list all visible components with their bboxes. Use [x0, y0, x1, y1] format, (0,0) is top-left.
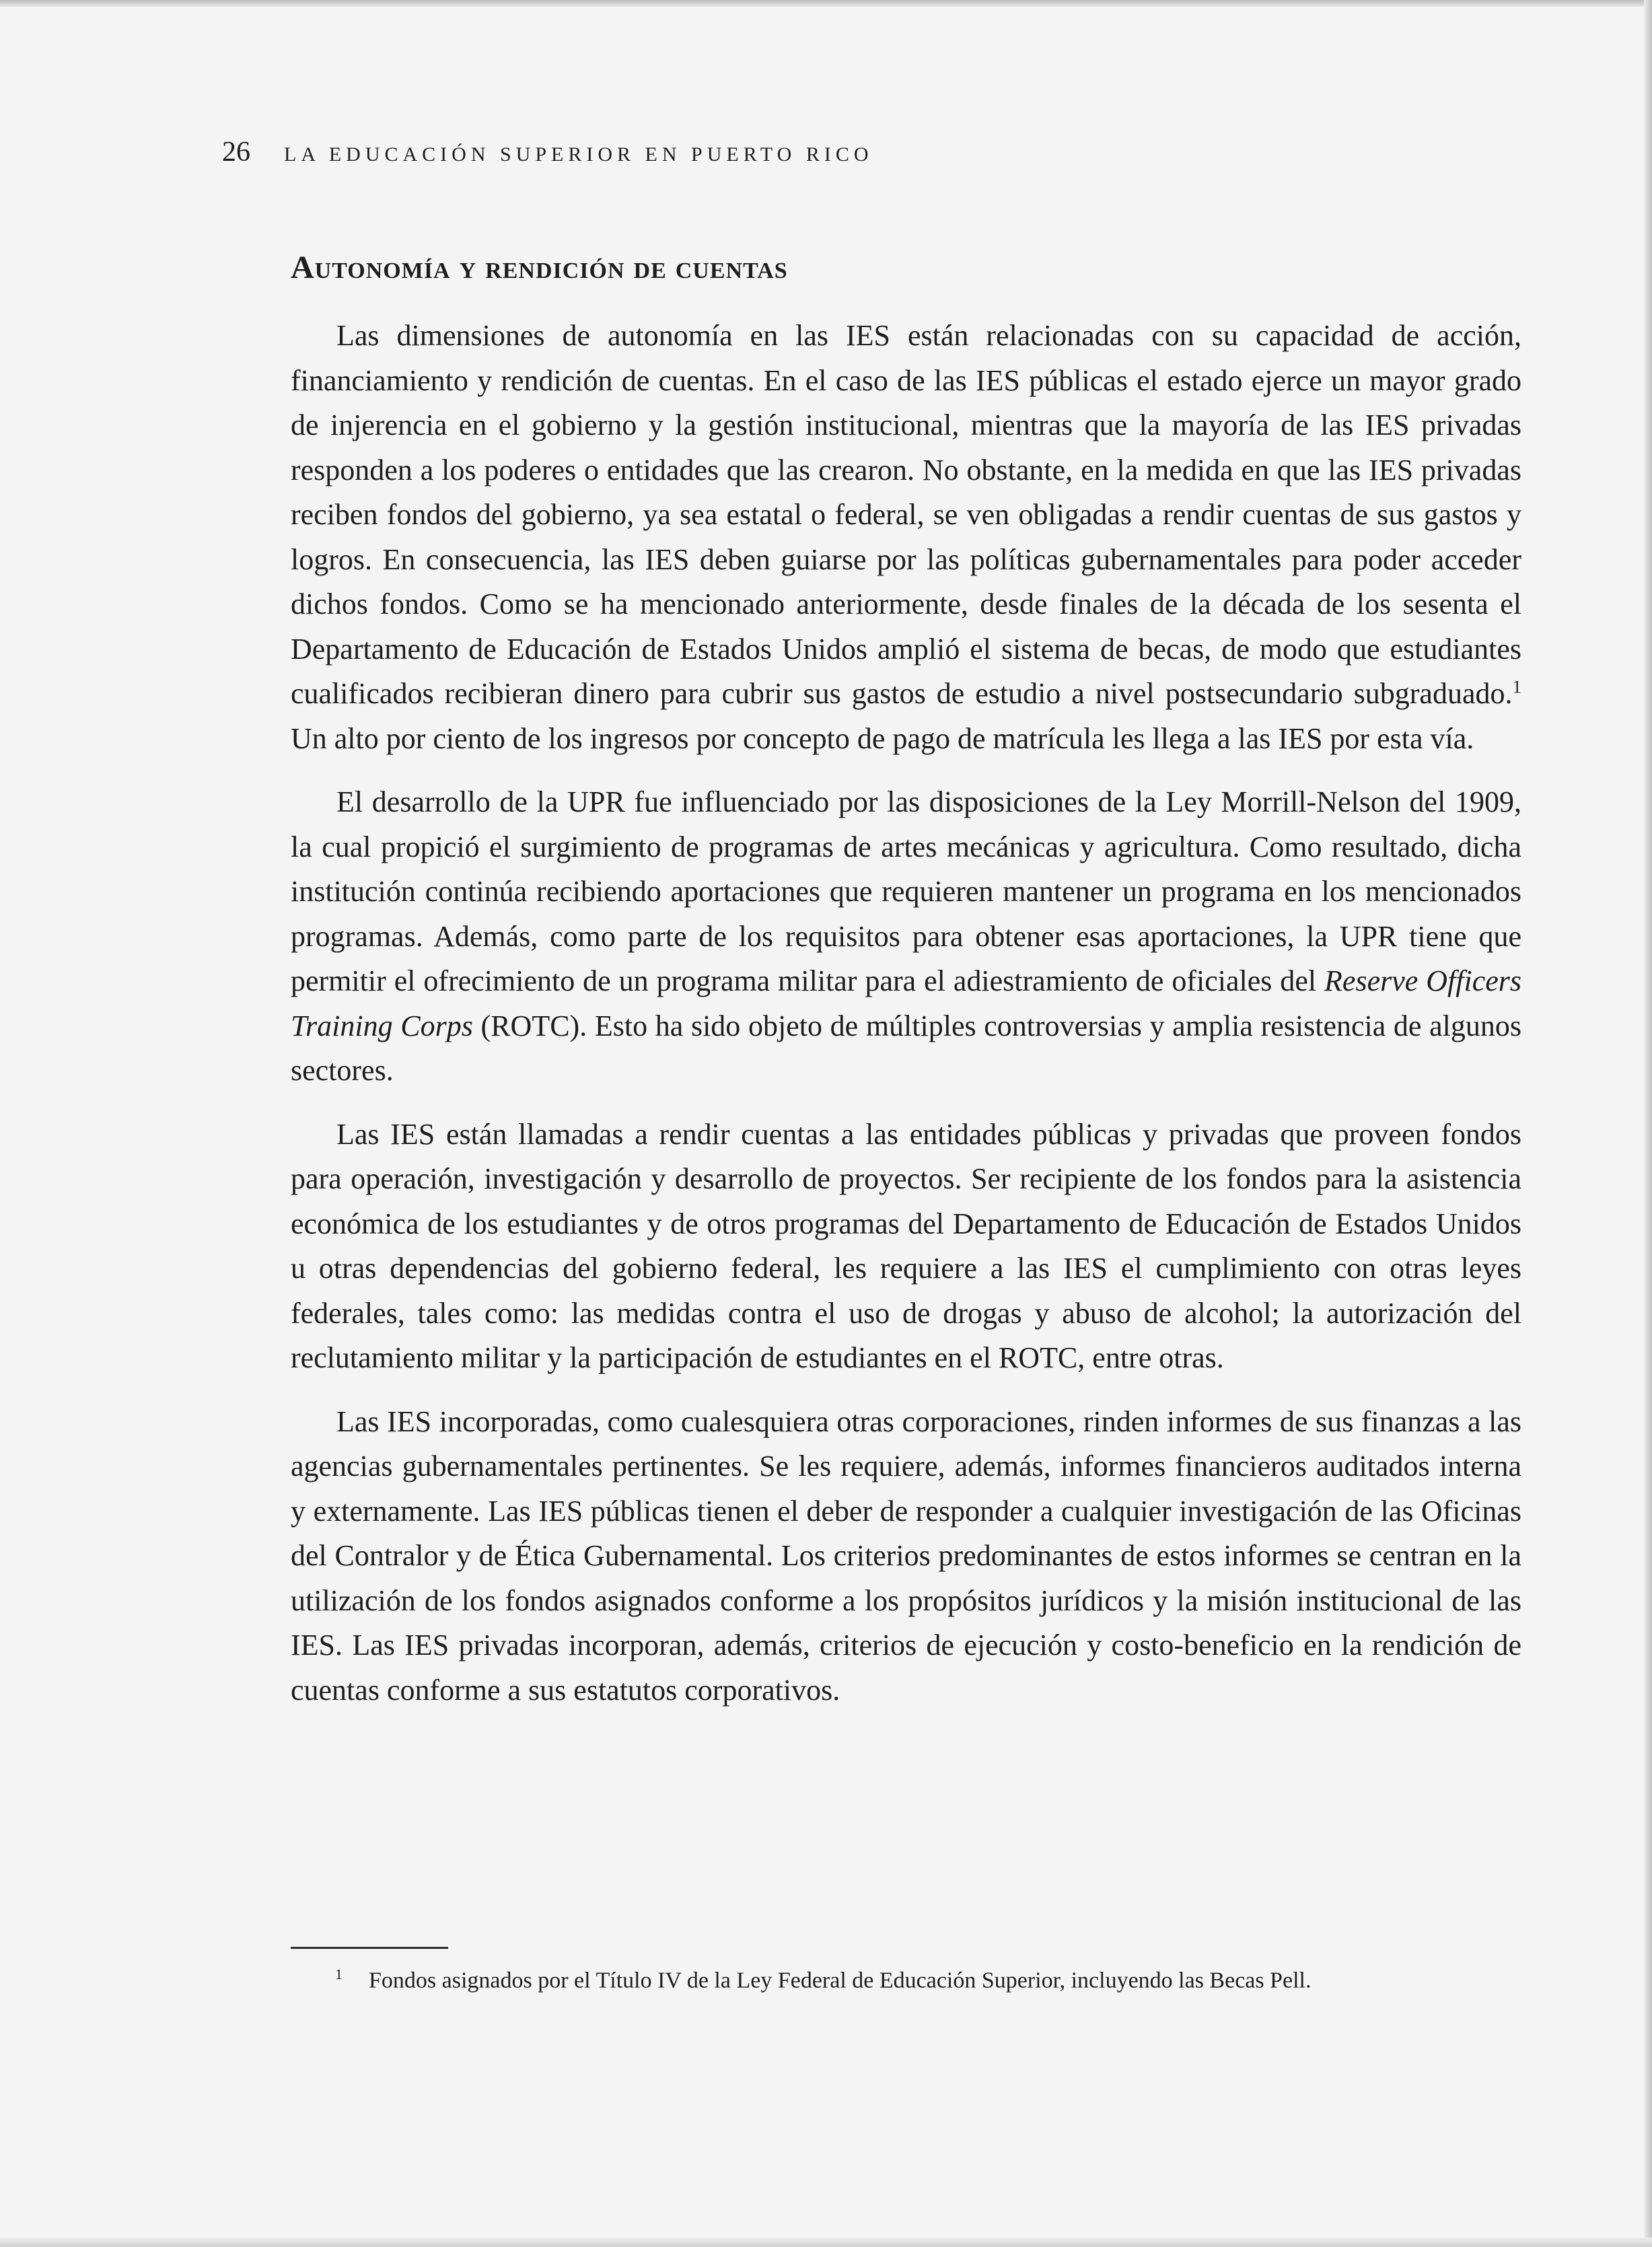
paragraph-3: Las IES están llamadas a rendir cuentas a las entidades públicas y privadas que proveen fondos para operación, investigación y desarrollo de proyectos. Ser recipiente de los fondos para la asistencia económica de los estudiantes y de otros programas del Departamento de Educación de Estados Unidos u otras dependencias del gobierno federal, les requiere a las IES el cumplimiento con otras leyes federales, tales como: las medidas contra el uso de drogas y abuso de alcohol; la autorización del reclutamiento militar y la participación de estudiantes en el ROTC, entre otras.	[291, 1117, 1521, 1374]
body-text	[291, 314, 1521, 1732]
page-number: 26	[222, 137, 250, 168]
footnote-divider	[291, 1947, 448, 1949]
footnote	[335, 1958, 1479, 1997]
section-heading: Autonomía y rendición de cuentas	[291, 250, 788, 285]
paragraph-2-text-a: El desarrollo de la UPR fue influenciado por las disposiciones de la Ley Morrill-Nelson del 1909, la cual propició el surgimiento de programas de artes mecánicas y agricultura. Como resultado, dicha institución continúa recibiendo aportaciones que requieren mantener un programa en los mencionados programas. Además, como parte de los requisitos para obtener esas aportaciones, la UPR tiene que permitir el ofrecimiento de un programa militar para el adiestramiento de oficiales del	[291, 785, 1521, 997]
footnote-reference: 1	[1512, 676, 1521, 697]
paragraph-1	[291, 314, 1521, 761]
running-title: LA EDUCACIÓN SUPERIOR EN PUERTO RICO	[284, 143, 873, 166]
paragraph-2-text-b: (ROTC). Esto ha sido objeto de múltiples controversias y amplia resistencia de algunos sectores.	[291, 1009, 1522, 1087]
paragraph-4: Las IES incorporadas, como cualesquiera otras corporaciones, rinden informes de sus finanzas a las agencias gubernamentales pertinentes. Se les requiere, además, informes financieros auditados interna y externamente. Las IES públicas tienen el deber de responder a cualquier investigación de las Oficinas del Contralor y de Ética Gubernamental. Los criterios predominantes de estos informes se centran en la utilización de los fondos asignados conforme a los propósitos jurídicos y la misión institucional de las IES. Las IES privadas incorporan, además, criterios de ejecución y costo-beneficio en la rendición de cuentas conforme a sus estatutos corporativos.	[291, 1404, 1521, 1707]
paragraph-2-italic-term: Reserve Officers Training Corps	[291, 964, 1522, 1042]
running-header	[222, 136, 1501, 176]
paragraph-2	[291, 780, 1521, 1094]
paragraph-1-text-a: Las dimensiones de autonomía en las IES están relacionadas con su capacidad de acción, financiamiento y rendición de cuentas. En el caso de las IES públicas el estado ejerce un mayor grado de injerencia en el gobierno y la gestión institucional, mientras que la mayoría de las IES privadas responden a los poderes o entidades que las crearon. No obstante, en la medida en que las IES privadas reciben fondos del gobierno, ya sea estatal o federal, se ven obligadas a rendir cuentas de sus gastos y logros. En consecuencia, las IES deben guiarse por las políticas gubernamentales para poder acceder dichos fondos. Como se ha mencionado anteriormente, desde finales de la década de los sesenta el Departamento de Educación de Estados Unidos amplió el sistema de becas, de modo que estudiantes cualificados recibieran dinero para cubrir sus gastos de estudio a nivel postsecundario subgraduado.	[291, 319, 1521, 710]
paragraph-1-text-b: Un alto por ciento de los ingresos por concepto de pago de matrícula les llega a las IES por esta vía.	[291, 721, 1474, 755]
footnote-marker: 1	[335, 1966, 343, 1983]
footnote-text: Fondos asignados por el Título IV de la Ley Federal de Educación Superior, incluyendo las Becas Pell.	[369, 1968, 1312, 1993]
